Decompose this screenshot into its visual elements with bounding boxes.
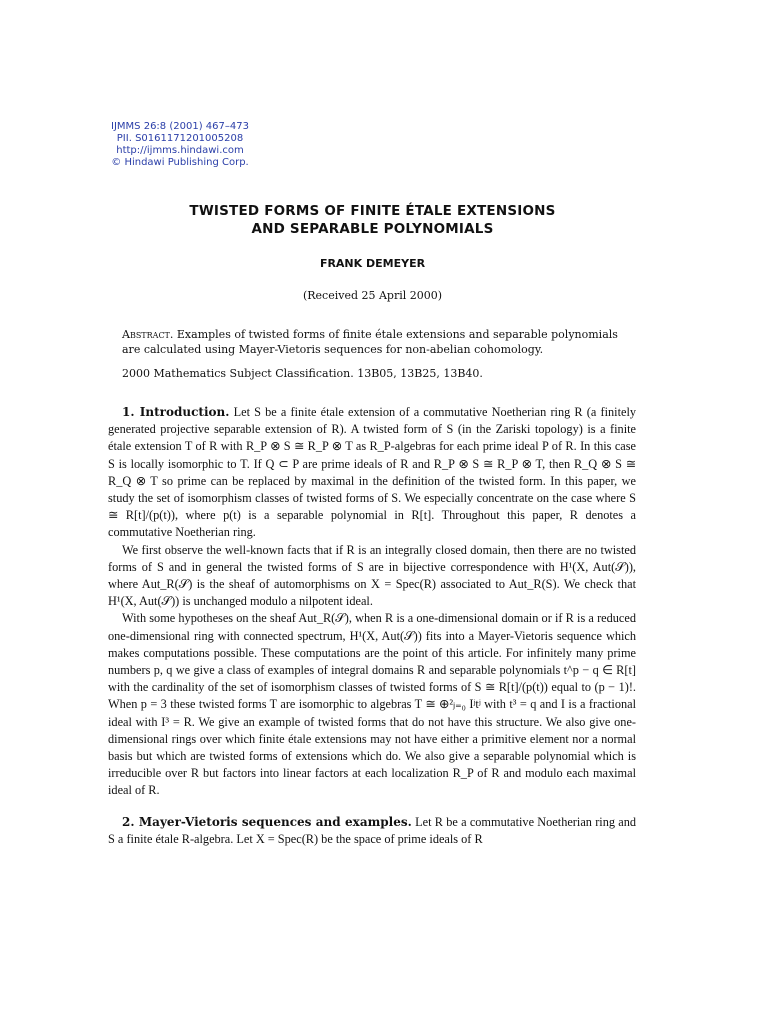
journal-info xyxy=(110,121,250,169)
title-line-1: TWISTED FORMS OF FINITE ÉTALE EXTENSIONS xyxy=(189,203,556,219)
journal-url[interactable]: http://ijmms.hindawi.com xyxy=(116,145,244,156)
section-1-paragraph-3: With some hypotheses on the sheaf Aut_R(𝒮), when R is a one-dimensional domain or if R is a reduced one-dimensional ring with connected spectrum, H¹(X, Aut(𝒮)) fits into a Mayer-Vietoris sequence which makes computations possible. These computations are the point of this article. For infinitely many prime numbers p, q we give a class of examples of integral domains R and separable polynomials t^p − q ∈ R[t] with the cardinality of the set of isomorphism classes of twisted forms of S ≅ R[t]/(p(t)) equal to (p − 1)!. When p = 3 these twisted forms T are isomorphic to algebras T ≅ ⊕²ⱼ₌₀ Iʲtʲ with t³ = q and I is a fractional ideal with I³ = R. We give an example of twisted forms that do not have this structure. We also give one-dimensional rings over which finite étale extensions may not have either a primitive element nor a normal basis but which are twisted forms of extensions which do. We also give a separable polynomial which is irreducible over R but factors into linear factors at each localization R_P of R and modulo each maximal ideal of R. xyxy=(108,611,636,798)
section-1-heading: 1. Introduction. xyxy=(122,405,230,419)
paper-title xyxy=(0,202,745,238)
msc-classification: 2000 Mathematics Subject Classification. 13B05, 13B25, 13B40. xyxy=(122,367,483,380)
abstract-text: Examples of twisted forms of finite étale extensions and separable polynomials are calculated using Mayer-Vietoris sequences for non-abelian cohomology. xyxy=(122,328,618,356)
section-2-heading: 2. Mayer-Vietoris sequences and examples. xyxy=(122,814,412,829)
section-1-paragraph-2: We first observe the well-known facts that if R is an integrally closed domain, then there are no twisted forms of S and in general the twisted forms of S are in bijective correspondence with H¹(X, Aut(𝒮)), where Aut_R(𝒮) is the sheaf of automorphisms on X = Spec(R) associated to Aut_R(S). We check that H¹(X, Aut(𝒮)) is unchanged modulo a nilpotent ideal. xyxy=(108,542,636,609)
received-date: (Received 25 April 2000) xyxy=(302,289,443,302)
author: FRANK DEMEYER xyxy=(319,257,426,270)
section-2-paragraph-1 xyxy=(108,814,636,848)
title-line-2: AND SEPARABLE POLYNOMIALS xyxy=(251,221,494,237)
section-1-paragraph-1 xyxy=(108,404,636,542)
section-1-paragraph-1-text: Let S be a finite étale extension of a commutative Noetherian ring R (a finitely generated projective separable extension of R). A twisted form of S (in the Zariski topology) is a finite étale extension T of R with R_P ⊗ S ≅ R_P ⊗ T as R_P-algebras for each prime ideal P of R. In this case S is locally isomorphic to T. If Q ⊂ P are prime ideals of R and R_P ⊗ S ≅ R_P ⊗ T, then R_Q ⊗ S ≅ R_Q ⊗ T so prime can be replaced by maximal in the definition of the twisted form. In this paper, we study the set of isomorphism classes of twisted forms of S. We especially concentrate on the case where S ≅ R[t]/(p(t)), where p(t) is a separable polynomial in R[t]. Throughout this paper, R denotes a commutative Noetherian ring. xyxy=(108,405,637,540)
section-2-paragraph-1-text: Let R be a commutative Noetherian ring and S a finite étale R-algebra. Let X = Spec(R) be the space of prime ideals of R xyxy=(108,814,637,846)
journal-pii: PII. S0161171201005208 xyxy=(116,133,244,144)
abstract xyxy=(122,327,622,357)
abstract-label: Abstract. xyxy=(122,328,174,341)
journal-citation: IJMMS 26:8 (2001) 467–473 xyxy=(111,121,249,132)
section-gap xyxy=(108,800,636,814)
paper-body xyxy=(108,404,636,848)
journal-copyright: © Hindawi Publishing Corp. xyxy=(111,157,249,168)
